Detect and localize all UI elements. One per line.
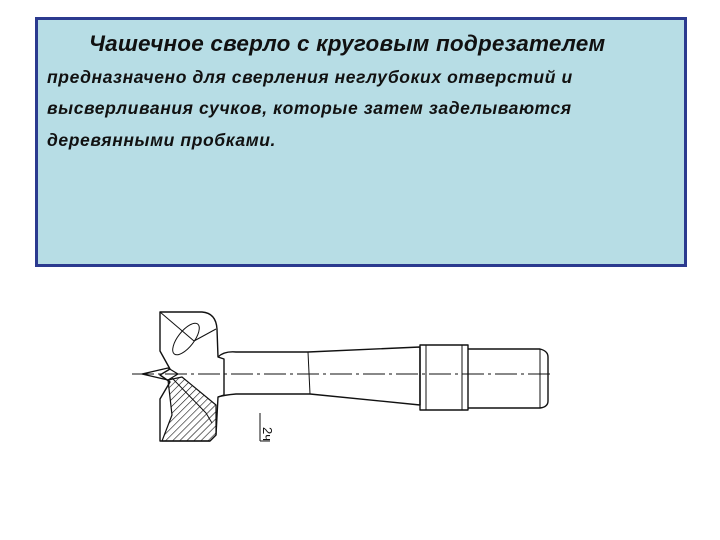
drill-drawing [120, 295, 560, 455]
body-text: предназначено для сверления неглубоких отверстий и высверливания сучков, которые затем заделываются деревянными пробками. [47, 66, 573, 150]
shank [308, 347, 420, 405]
hatched-section [162, 377, 216, 441]
dimension-label: 2ч [260, 426, 275, 441]
text-box [35, 17, 687, 267]
description-paragraph [47, 28, 687, 156]
lead-text: Чашечное сверло с круговым подрезателем [89, 31, 606, 56]
shank-end [468, 349, 548, 408]
collar [420, 345, 468, 410]
